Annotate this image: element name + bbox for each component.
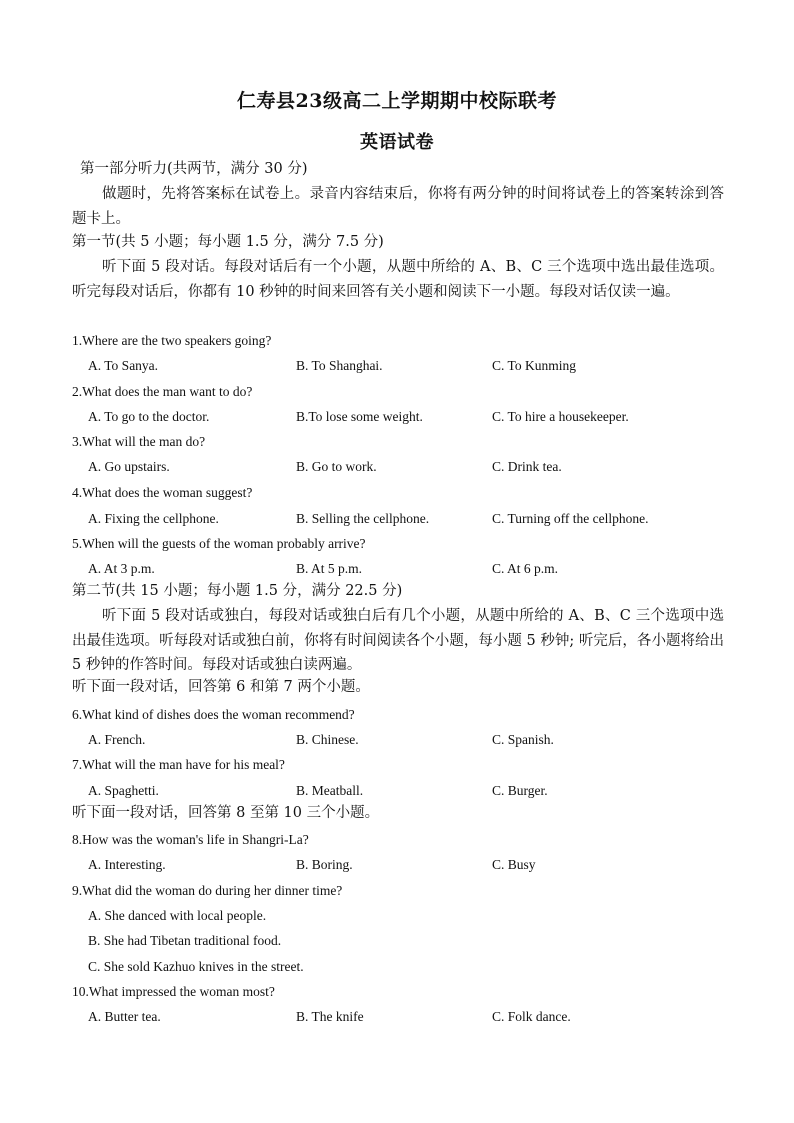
option-a: A. She danced with local people. — [88, 908, 267, 923]
question-stem: 3.What will the man do? — [72, 434, 206, 449]
option-a: A. Butter tea. — [88, 1009, 161, 1024]
option-c: C. Busy — [492, 857, 536, 872]
option-a: A. To go to the doctor. — [88, 409, 210, 424]
section1-heading: 第一节(共 5 小题；每小题 1.5 分，满分 7.5 分) — [72, 234, 384, 250]
question-stem: 8.How was the woman's life in Shangri-La? — [72, 832, 309, 847]
option-c: C. At 6 p.m. — [492, 561, 559, 576]
option-b: B. Chinese. — [296, 732, 359, 747]
option-b: B. To Shanghai. — [296, 358, 383, 373]
option-b: B.To lose some weight. — [296, 409, 423, 424]
exam-title: 仁寿县23级高二上学期期中校际联考 — [237, 90, 557, 112]
section1-instructions: 听下面 5 段对话。每段对话后有一个小题，从题中所给的 A、B、C 三个选项中选出最佳选项。听完每段对话后，你都有 10 秒钟的时间来回答有关小题和阅读下一小题。每段对话仅读一遍。 — [72, 259, 724, 300]
option-b: B. Boring. — [296, 857, 353, 872]
question-stem: 9.What did the woman do during her dinner time? — [72, 883, 343, 898]
option-a: A. French. — [88, 732, 146, 747]
option-b: B. Selling the cellphone. — [296, 511, 430, 526]
question-stem: 1.Where are the two speakers going? — [72, 333, 272, 348]
option-c: C. Burger. — [492, 783, 548, 798]
option-b: B. Go to work. — [296, 459, 377, 474]
option-b: B. At 5 p.m. — [296, 561, 363, 576]
option-c: C. To Kunming — [492, 358, 576, 373]
option-a: A. To Sanya. — [88, 358, 159, 373]
exam-subtitle: 英语试卷 — [360, 132, 434, 153]
option-a: A. Go upstairs. — [88, 459, 170, 474]
option-b: B. She had Tibetan traditional food. — [88, 933, 282, 948]
option-c: C. Turning off the cellphone. — [492, 511, 649, 526]
question-stem: 4.What does the woman suggest? — [72, 485, 253, 500]
question-stem: 10.What impressed the woman most? — [72, 984, 275, 999]
option-c: C. Spanish. — [492, 732, 554, 747]
question-stem: 2.What does the man want to do? — [72, 384, 253, 399]
part1-instructions: 做题时，先将答案标在试卷上。录音内容结束后，你将有两分钟的时间将试卷上的答案转涂到答题卡上。 — [72, 186, 724, 227]
question-stem: 7.What will the man have for his meal? — [72, 757, 285, 772]
option-c: C. Drink tea. — [492, 459, 562, 474]
option-a: A. Interesting. — [88, 857, 166, 872]
option-c: C. She sold Kazhuo knives in the street. — [88, 959, 304, 974]
option-a: A. Fixing the cellphone. — [88, 511, 219, 526]
option-b: B. The knife — [296, 1009, 364, 1024]
question-stem: 5.When will the guests of the woman probably arrive? — [72, 536, 366, 551]
section2-intro-8-10: 听下面一段对话，回答第 8 至第 10 三个小题。 — [72, 805, 380, 821]
part1-heading: 第一部分听力(共两节，满分 30 分) — [80, 161, 308, 177]
question-stem: 6.What kind of dishes does the woman recommend? — [72, 707, 355, 722]
option-a: A. At 3 p.m. — [88, 561, 155, 576]
section2-intro-6-7: 听下面一段对话，回答第 6 和第 7 两个小题。 — [72, 679, 370, 695]
option-c: C. To hire a housekeeper. — [492, 409, 629, 424]
section2-instructions: 听下面 5 段对话或独白，每段对话或独白后有几个小题，从题中所给的 A、B、C 三个选项中选出最佳选项。听每段对话或独白前，你将有时间阅读各个小题，每小题 5 秒钟; 听完后，各小题将给出 5 秒钟的作答时间。每段对话或独白读两遍。 — [72, 608, 724, 673]
option-c: C. Folk dance. — [492, 1009, 571, 1024]
section2-heading: 第二节(共 15 小题；每小题 1.5 分，满分 22.5 分) — [72, 583, 403, 599]
option-a: A. Spaghetti. — [88, 783, 159, 798]
option-b: B. Meatball. — [296, 783, 364, 798]
